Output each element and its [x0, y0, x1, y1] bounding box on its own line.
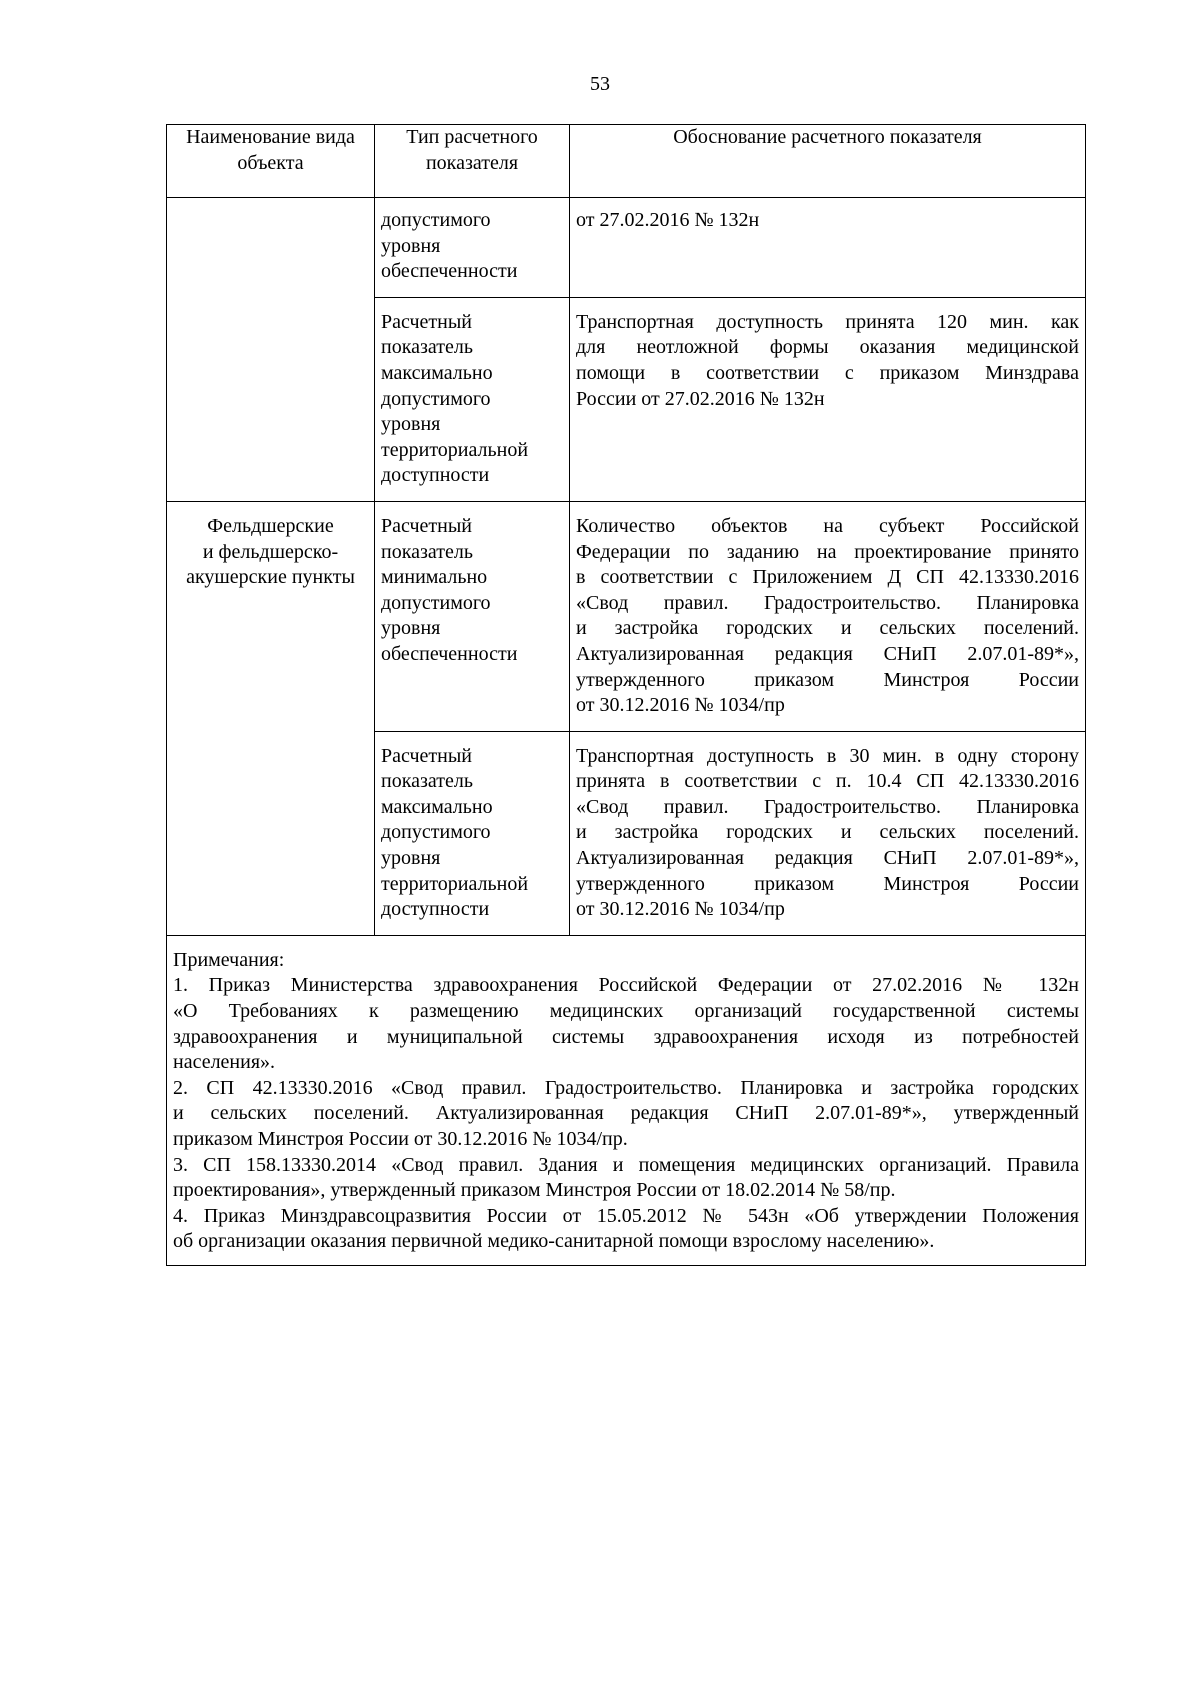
text-line: уровня — [381, 617, 441, 640]
note-line: 1. Приказ Министерства здравоохранения Российской Федерации от 27.02.2016 № 132н — [173, 974, 1079, 997]
indicator-table — [166, 124, 1086, 1266]
text-line: Расчетный — [381, 514, 472, 537]
cell-justification — [570, 501, 1086, 731]
text-line: и застройка городских и сельских поселений. — [576, 821, 1079, 844]
table-header-row — [167, 125, 1086, 198]
text-line: Количество объектов на субъект Российской — [576, 514, 1079, 537]
text-line: от 27.02.2016 № 132н — [576, 209, 760, 231]
text-line: показатель — [381, 336, 473, 359]
note-line: проектирования», утвержденный приказом Минстроя России от 18.02.2014 № 58/пр. — [173, 1179, 896, 1202]
text-line: доступности — [381, 898, 490, 921]
text-line: «Свод правил. Градостроительство. Планировка — [576, 591, 1079, 614]
text-line: Расчетный — [381, 310, 472, 333]
note-line: об организации оказания первичной медико-санитарной помощи взрослому населению». — [173, 1230, 935, 1253]
table-row — [167, 198, 1086, 298]
text-line: обеспеченности — [381, 642, 518, 665]
text-line: Транспортная доступность в 30 мин. в одну сторону — [576, 744, 1079, 767]
header-line: объекта — [237, 151, 304, 174]
note-line: 2. СП 42.13330.2016 «Свод правил. Градостроительство. Планировка и застройка городских — [173, 1076, 1079, 1099]
text-line: Федерации по заданию на проектирование принято — [576, 540, 1079, 563]
note-line: приказом Минстроя России от 30.12.2016 № 1034/пр. — [173, 1128, 628, 1150]
text-line: утвержденного приказом Минстроя России — [576, 872, 1079, 895]
text-line: помощи в соответствии с приказом Минздрава — [576, 361, 1079, 384]
text-line: территориальной — [381, 438, 529, 461]
text-line: уровня — [381, 847, 441, 870]
text-line: «Свод правил. Градостроительство. Планировка — [576, 795, 1079, 818]
text-line: утвержденного приказом Минстроя России — [576, 668, 1079, 691]
text-line: допустимого — [381, 387, 491, 410]
header-justification — [570, 125, 1086, 198]
cell-indicator-type — [375, 297, 570, 501]
cell-object-name — [167, 198, 375, 502]
text-line: акушерские пункты — [186, 566, 355, 589]
text-line: максимально — [381, 361, 493, 384]
text-line: в соответствии с Приложением Д СП 42.13330.2016 — [576, 566, 1079, 589]
cell-justification — [570, 198, 1086, 298]
table-row — [167, 501, 1086, 731]
cell-object-name — [167, 501, 375, 935]
header-indicator-type — [375, 125, 570, 198]
notes-title: Примечания: — [173, 948, 285, 971]
text-line: России от 27.02.2016 № 132н — [576, 387, 825, 410]
text-line: уровня — [381, 234, 441, 257]
cell-justification — [570, 731, 1086, 935]
note-line: здравоохранения и муниципальной системы здравоохранения исходя из потребностей — [173, 1025, 1079, 1048]
text-line: минимально — [381, 566, 488, 589]
note-line: населения». — [173, 1051, 276, 1074]
header-line: Обоснование расчетного показателя — [673, 126, 982, 148]
note-line: 4. Приказ Минздравсоцразвития России от 15.05.2012 № 543н «Об утверждении Положения — [173, 1204, 1079, 1227]
text-line: принята в соответствии с п. 10.4 СП 42.13330.2016 — [576, 770, 1079, 793]
text-line: Расчетный — [381, 744, 472, 767]
text-line: допустимого — [381, 209, 491, 231]
text-line: показатель — [381, 540, 473, 563]
text-line: допустимого — [381, 821, 491, 844]
notes-row — [167, 935, 1086, 1265]
text-line: максимально — [381, 795, 493, 818]
notes-cell — [167, 935, 1086, 1265]
text-line: от 30.12.2016 № 1034/пр — [576, 694, 785, 717]
text-line: Транспортная доступность принята 120 мин. как — [576, 310, 1079, 333]
header-object-name — [167, 125, 375, 198]
header-line: Наименование вида — [186, 126, 355, 148]
text-line: и фельдшерско- — [202, 540, 339, 563]
header-line: показателя — [425, 151, 519, 174]
cell-indicator-type — [375, 731, 570, 935]
text-line: для неотложной формы оказания медицинской — [576, 336, 1079, 359]
page-number: 53 — [590, 73, 610, 95]
note-line: 3. СП 158.13330.2014 «Свод правил. Здания и помещения медицинских организаций. Правила — [173, 1153, 1079, 1176]
note-line: «О Требованиях к размещению медицинских организаций государственной системы — [173, 1000, 1079, 1023]
text-line: Актуализированная редакция СНиП 2.07.01-89*», — [576, 642, 1079, 665]
text-line: обеспеченности — [381, 260, 518, 283]
text-line: от 30.12.2016 № 1034/пр — [576, 898, 785, 921]
text-line: Актуализированная редакция СНиП 2.07.01-89*», — [576, 847, 1079, 870]
text-line: доступности — [381, 464, 490, 487]
text-line: допустимого — [381, 591, 491, 614]
text-line: уровня — [381, 413, 441, 436]
header-line: Тип расчетного — [406, 126, 538, 148]
cell-indicator-type — [375, 198, 570, 298]
cell-justification — [570, 297, 1086, 501]
text-line: территориальной — [381, 872, 529, 895]
cell-indicator-type — [375, 501, 570, 731]
text-line: и застройка городских и сельских поселений. — [576, 617, 1079, 640]
text-line: показатель — [381, 770, 473, 793]
note-line: и сельских поселений. Актуализированная редакция СНиП 2.07.01-89*», утвержденный — [173, 1102, 1079, 1125]
text-line: Фельдшерские — [207, 514, 334, 537]
